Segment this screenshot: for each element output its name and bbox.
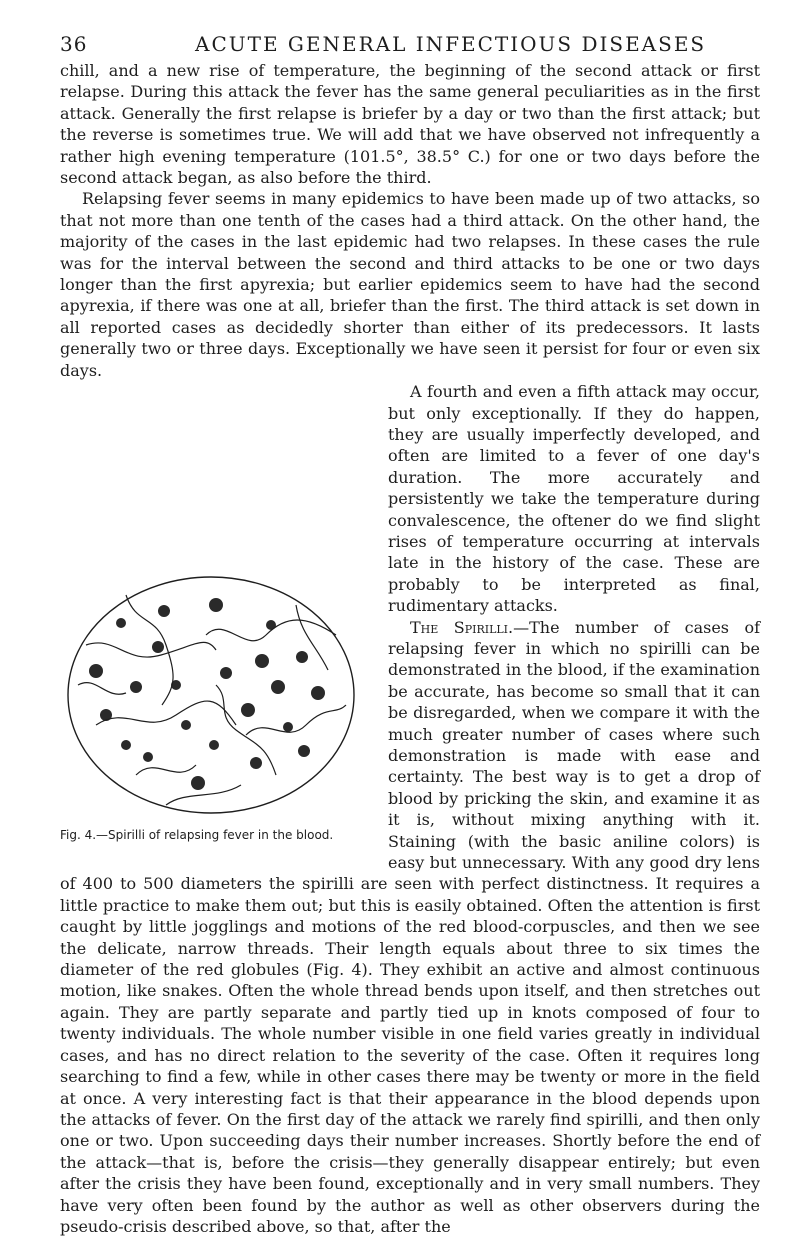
blood-corpuscle: [311, 686, 325, 700]
page-number: 36: [60, 32, 88, 56]
blood-corpuscle: [241, 703, 255, 717]
blood-corpuscle: [209, 740, 219, 750]
blood-corpuscle: [130, 681, 142, 693]
figure-caption: Fig. 4.—Spirilli of relapsing fever in the blood.: [60, 828, 334, 843]
blood-corpuscle: [152, 641, 164, 653]
blood-corpuscle: [220, 667, 232, 679]
blood-corpuscle: [121, 740, 131, 750]
paragraph-1: chill, and a new rise of temperature, the beginning of the second attack or first relapse. During this attack the fever has the same general peculiarities as in the first attack. Generally the first relapse is briefer by a day or two than the first attack; but the reverse is sometimes true. We will add that we have observed not infrequently a rather high evening temperature (101.5°, 38.5° C.) for one or two days before the second attack began, as also before the third.: [60, 61, 760, 188]
blood-corpuscle: [89, 664, 103, 678]
blood-corpuscle: [298, 745, 310, 757]
blood-corpuscle: [181, 720, 191, 730]
figure-float: [60, 385, 376, 869]
section-heading-spirilli: The Spirilli.: [410, 617, 514, 637]
paragraph-2: Relapsing fever seems in many epidemics to have been made up of two attacks, so that not more than one tenth of the cases had a third attack. On the other hand, the majority of the cases in the last epidemic had two relapses. In these cases the rule was for the interval between the second and third attacks to be one or two days longer than the first apyrexia; but earlier epidemics seem to have had the second apyrexia, if there was one at all, briefer than the first. The third attack is set down in all reported cases as decidedly shorter than either of its predecessors. It lasts generally two or three days. Exceptionally we have seen it persist for four or even six days.: [60, 189, 760, 380]
spirilli-blood-illustration: [66, 575, 356, 815]
blood-corpuscle: [296, 651, 308, 663]
blood-corpuscle: [283, 722, 293, 732]
blood-corpuscle: [255, 654, 269, 668]
blood-corpuscle: [143, 752, 153, 762]
blood-corpuscle: [158, 605, 170, 617]
blood-corpuscle: [271, 680, 285, 694]
blood-corpuscle: [250, 757, 262, 769]
page-header: [60, 32, 760, 62]
blood-corpuscle: [191, 776, 205, 790]
blood-corpuscle: [116, 618, 126, 628]
paragraph-4-text: —The number of cases of relapsing fever in which no spirilli can be demonstrated in the blood, if the examination be accurate, has become so small that it can be disregarded, when we compare it with the much greater number of cases where such demonstration is made with ease and certainty. The best way is to get a drop of blood by pricking the skin, and examine it as it is, without mixing anything with it. Staining (with the basic aniline colors) is easy but unnecessary. With any good dry lens of 400 to 500 diameters the spirilli are seen with perfect distinctness. It requires a little practice to make them out; but this is easily obtained. Often the attention is first caught by little jogglings and motions of the red blood-corpuscles, and then we see the delicate, narrow threads. Their length equals about three to six times the diameter of the red globules (Fig. 4). They exhibit an active and almost continuous motion, like snakes. Often the whole thread bends upon itself, and then stretches out again. They are partly separate and partly tied up in knots composed of four to twenty individuals. The whole number visible in one field varies greatly in individual cases, and has no direct relation to the severity of the case. Often it requires long searching to find a few, while in other cases there may be twenty or more in the field at once. A very interesting fact is that their appearance in the blood depends upon the attacks of fever. On the first day of the attack we rarely find spirilli, and then only one or two. Upon succeeding days their number increases. Shortly before the end of the attack—that is, before the crisis—they generally disappear entirely; but even after the crisis they have been found, exceptionally and in very small numbers. They have very often been found by the author as well as other observers during the pseudo-crisis described above, so that, after the: [60, 617, 760, 1236]
body-text: [60, 60, 760, 1237]
paragraph-3: A fourth and even a fifth attack may occur, but only exceptionally. If they do happen, they are usually imperfectly developed, and often are limited to a fever of one day's duration. The more accurately and persistently we take the temperature during convalescence, the oftener do we find slight rises of temperature occurring at intervals late in the history of the case. These are probably to be interpreted as final, rudimentary attacks.: [388, 382, 760, 616]
blood-corpuscle: [209, 598, 223, 612]
figure-4: [60, 385, 376, 855]
running-title: ACUTE GENERAL INFECTIOUS DISEASES: [195, 32, 707, 56]
